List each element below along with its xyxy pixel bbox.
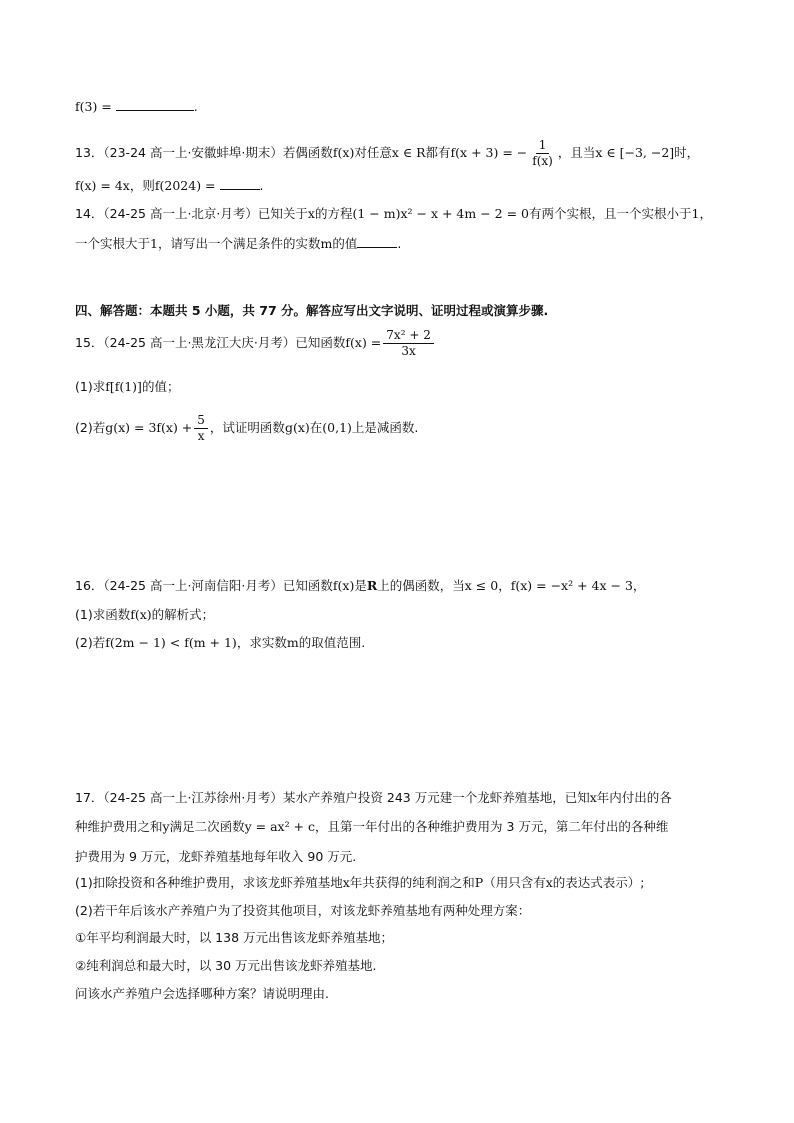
q15-fraction-denominator: 3x	[401, 344, 416, 358]
q17-quadratic: y = ax² + c	[244, 819, 316, 834]
q17-part-1	[75, 874, 645, 892]
q17-text-1b: 年内付出的各	[596, 790, 672, 805]
q16-real-set: R	[366, 578, 378, 593]
section-4-title: 四、解答题：本题共 5 小题，共 77 分。解答应写出文字说明、证明过程或演算步骤.	[75, 303, 549, 318]
q17-text-4b: 年共获得的纯利润之和	[349, 875, 475, 890]
q17-var-x: x	[589, 790, 597, 805]
q14-one: 1	[691, 206, 700, 221]
q13-query: f(2024) =	[154, 178, 216, 193]
q16-part-1-text-b: 的解析式；	[151, 607, 215, 622]
q17-option-2: ②纯利润总和最大时，以 30 万元出售该龙虾养殖基地.	[75, 958, 377, 973]
q15-part-2-gx: g(x)	[284, 420, 310, 435]
q13-text-4: 时，	[674, 145, 700, 160]
q15-part-1-text-b: 的值；	[141, 379, 180, 394]
q14-equation: (1 − m)x² − x + 4m − 2 = 0	[352, 206, 529, 221]
q16-part-2-var-m: m	[286, 635, 299, 650]
q13-definition: f(x) = 4x	[75, 178, 130, 193]
q17-line-1	[75, 789, 672, 807]
q15-part-2-text-d: 上是减函数.	[351, 420, 419, 435]
q16-definition: f(x) = −x² + 4x − 3	[510, 578, 633, 593]
q15-part-2-fraction	[194, 413, 208, 444]
q13-interval: x ∈ [−3, −2]	[595, 145, 675, 160]
q12-answer-blank[interactable]	[116, 97, 194, 111]
q17-part-1-var-x: x	[342, 875, 350, 890]
q16-prefix: 16．（24-25 高一上·河南信阳·月考）已知函数	[75, 578, 333, 593]
q14-text-6: 的值	[332, 236, 358, 251]
q17-option-1: ①年平均利润最大时，以 138 万元出售该龙虾养殖基地；	[75, 930, 394, 945]
q14-var-x: x	[307, 206, 315, 221]
q15-fx: f(x) =	[345, 335, 382, 350]
q12-period: .	[193, 99, 198, 114]
q16-text-3: ，	[498, 578, 511, 593]
q12-expression: f(3) =	[75, 99, 112, 114]
q16-text-4: ，	[632, 578, 646, 593]
q13-text-2: 都有	[425, 145, 451, 160]
q15-part-2-denominator: x	[197, 429, 205, 443]
q12-answer-line	[75, 97, 198, 116]
q15-line-1	[75, 328, 436, 359]
q17-part-2: (2)若干年后该水产养殖户为了投资其他项目，对该龙虾养殖基地有两种处理方案：	[75, 903, 531, 918]
q13-text-5: ，则	[129, 178, 155, 193]
q14-answer-blank[interactable]	[357, 234, 397, 248]
q16-part-2-inequality: f(2m − 1) < f(m + 1)	[105, 635, 237, 650]
q16-part-2-text-b: ，求实数	[236, 635, 287, 650]
q15-part-2-text-a: (2)若	[75, 420, 106, 435]
q16-part-2	[75, 634, 365, 652]
q14-line-1	[75, 205, 712, 223]
q16-part-1	[75, 606, 214, 624]
q15-part-2-text-c: 在	[309, 420, 323, 435]
q14-text-3: ，	[699, 206, 712, 221]
q17-text-4d: 的表达式表示）;	[552, 875, 645, 890]
q14-text-5: ，请写出一个满足条件的实数	[157, 236, 321, 251]
q13-fx: f(x)	[332, 145, 355, 160]
q14-prefix: 14．（24-25 高一上·北京·月考）已知关于	[75, 206, 308, 221]
q17-text-2b: 满足二次函数	[169, 819, 245, 834]
q16-part-1-fx: f(x)	[130, 607, 152, 622]
q14-one-2: 1	[150, 236, 158, 251]
q15-fraction-numerator: 7x² + 2	[383, 328, 434, 344]
q17-question: 问该水产养殖户会选择哪种方案？请说明理由.	[75, 986, 329, 1001]
q13-prefix: 13．（23-24 高一上·安徽蚌埠·期末）若偶函数	[75, 145, 333, 160]
q14-period: .	[397, 236, 402, 251]
q17-line-3: 护费用为 9 万元，龙虾养殖基地每年收入 90 万元.	[75, 849, 357, 864]
q15-fraction	[383, 328, 434, 359]
q16-condition: x ≤ 0	[464, 578, 499, 593]
q13-answer-blank[interactable]	[220, 176, 260, 190]
q15-part-2-expr: g(x) = 3f(x) +	[105, 420, 193, 435]
q17-var-y: y	[162, 819, 170, 834]
q14-text-4: 一个实根大于	[75, 236, 151, 251]
q17-line-2	[75, 818, 668, 836]
q15-part-2	[75, 413, 418, 444]
q17-var-P: P	[474, 875, 484, 890]
q15-part-1	[75, 378, 179, 396]
q13-text-1: 对任意	[354, 145, 392, 160]
q13-fraction-numerator: 1	[536, 138, 550, 154]
q16-fx: f(x)	[332, 578, 355, 593]
q15-part-1-expr: f[f(1)]	[105, 379, 142, 394]
q15-part-2-text-b: ，试证明函数	[209, 420, 285, 435]
q13-condition: x ∈ R	[391, 145, 426, 160]
q15-part-2-numerator: 5	[194, 413, 208, 429]
q17-text-2a: 种维护费用之和	[75, 819, 163, 834]
q16-part-2-text-a: (2)若	[75, 635, 106, 650]
q15-part-1-text-a: (1)求	[75, 379, 106, 394]
q13-fraction	[529, 138, 556, 169]
q13-line-2	[75, 176, 263, 195]
q16-line-1	[75, 577, 645, 595]
q13-text-3: ，且当	[557, 145, 596, 160]
q15-prefix: 15．（24-25 高一上·黑龙江大庆·月考）已知函数	[75, 335, 346, 350]
q17-text-1a: 17．（24-25 高一上·江苏徐州·月考）某水产养殖户投资 243 万元建一个龙虾养殖基地，已知	[75, 790, 590, 805]
q17-text-2c: ，且第一年付出的各种维护费用为 3 万元，第二年付出的各种维	[315, 819, 669, 834]
q17-text-4c: （用只含有	[483, 875, 546, 890]
q14-text-2: 有两个实根，且一个实根小于	[528, 206, 692, 221]
q13-line-1	[75, 138, 699, 169]
q14-text-1: 的方程	[314, 206, 353, 221]
q16-part-2-text-c: 的取值范围.	[298, 635, 366, 650]
q13-fraction-denominator: f(x)	[532, 154, 553, 168]
q16-part-1-text-a: (1)求函数	[75, 607, 131, 622]
q17-part-1-var-x-2: x	[545, 875, 553, 890]
q15-part-2-interval: (0,1)	[322, 420, 352, 435]
q14-line-2	[75, 234, 401, 253]
q14-var-m: m	[320, 236, 333, 251]
q13-period: .	[259, 178, 264, 193]
q16-text-2: 上的偶函数，当	[377, 578, 465, 593]
q13-lhs: f(x + 3) = −	[450, 145, 528, 160]
q17-text-4a: (1)扣除投资和各种维护费用，求该龙虾养殖基地	[75, 875, 343, 890]
q16-text-1: 是	[354, 578, 367, 593]
